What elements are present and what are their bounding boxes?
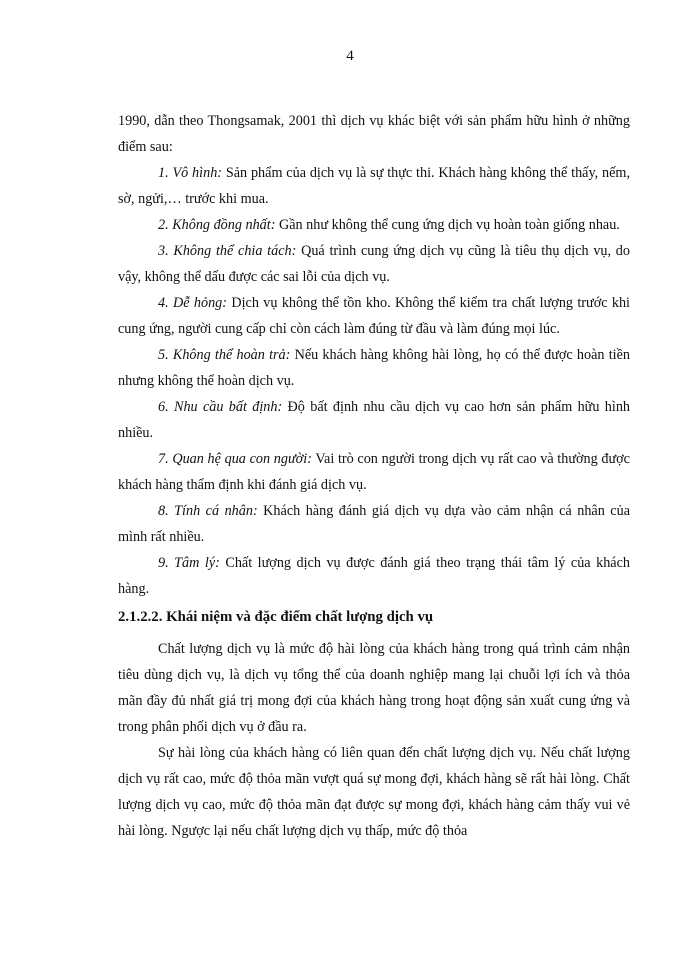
list-item [118,342,630,394]
item-lead: 3. Không thể chia tách: [158,243,297,259]
item-text: Chất lượng dịch vụ được đánh giá theo trạng thái tâm lý của khách hàng. [118,555,630,597]
item-text: Khách hàng đánh giá dịch vụ dựa vào cảm nhận cá nhân của mình rất nhiều. [118,503,630,545]
item-lead: 9. Tâm lý: [158,555,220,571]
list-item [118,446,630,498]
item-text: Vai trò con người trong dịch vụ rất cao và thường được khách hàng thẩm định khi đánh giá dịch vụ. [118,451,630,493]
item-text: Quá trình cung ứng dịch vụ cũng là tiêu thụ dịch vụ, do vậy, không thể dấu được các sai lỗi của dịch vụ. [118,243,630,285]
item-lead: 5. Không thể hoàn trả: [158,347,291,363]
document-body [118,108,630,844]
item-lead: 1. Vô hình: [158,165,223,181]
list-item [118,290,630,342]
list-item [118,394,630,446]
item-lead: 8. Tính cá nhân: [158,503,258,519]
list-item [118,212,630,238]
item-lead: 6. Nhu cầu bất định: [158,399,283,415]
list-item [118,498,630,550]
item-lead: 4. Dễ hỏng: [158,295,227,311]
body-paragraph: Chất lượng dịch vụ là mức độ hài lòng của khách hàng trong quá trình cảm nhận tiêu dùng dịch vụ, là dịch vụ tổng thể của doanh nghiệp mang lại chuỗi lợi ích và thỏa mãn đầy đủ nhất giá trị mong đợi của khách hàng trong hoạt động sản xuất cung ứng và trong phân phối dịch vụ ở đầu ra. [118,641,630,735]
item-lead: 7. Quan hệ qua con người: [158,451,312,467]
item-text: Nếu khách hàng không hài lòng, họ có thể được hoàn tiền nhưng không thể hoàn dịch vụ. [118,347,631,389]
page-number: 4 [346,48,354,64]
list-item [118,238,630,290]
item-text: Sản phẩm của dịch vụ là sự thực thi. Khách hàng không thể thấy, nếm, sờ, ngửi,… trước khi mua. [118,165,630,207]
section-heading: 2.1.2.2. Khái niệm và đặc điểm chất lượng dịch vụ [118,609,434,625]
item-text: Gần như không thể cung ứng dịch vụ hoàn toàn giống nhau. [275,217,620,233]
item-text: Dịch vụ không thể tồn kho. Không thể kiểm tra chất lượng trước khi cung ứng, người cung cấp chỉ còn cách làm đúng từ đầu và làm đúng mọi lúc. [118,295,630,337]
intro-paragraph: 1990, dẫn theo Thongsamak, 2001 thì dịch vụ khác biệt với sản phẩm hữu hình ở những điểm sau: [118,113,630,155]
list-item [118,550,630,602]
item-lead: 2. Không đồng nhất: [158,217,276,233]
item-text: Độ bất định nhu cầu dịch vụ cao hơn sản phẩm hữu hình nhiều. [118,399,631,441]
body-paragraph: Sự hài lòng của khách hàng có liên quan đến chất lượng dịch vụ. Nếu chất lượng dịch vụ rất cao, mức độ thỏa mãn vượt quá sự mong đợi, khách hàng sẽ rất hài lòng. Chất lượng dịch vụ cao, mức độ thỏa mãn đạt được sự mong đợi, khách hàng cảm thấy vui vẻ hài lòng. Ngược lại nếu chất lượng dịch vụ thấp, mức độ thỏa [118,745,630,839]
list-item [118,160,630,212]
